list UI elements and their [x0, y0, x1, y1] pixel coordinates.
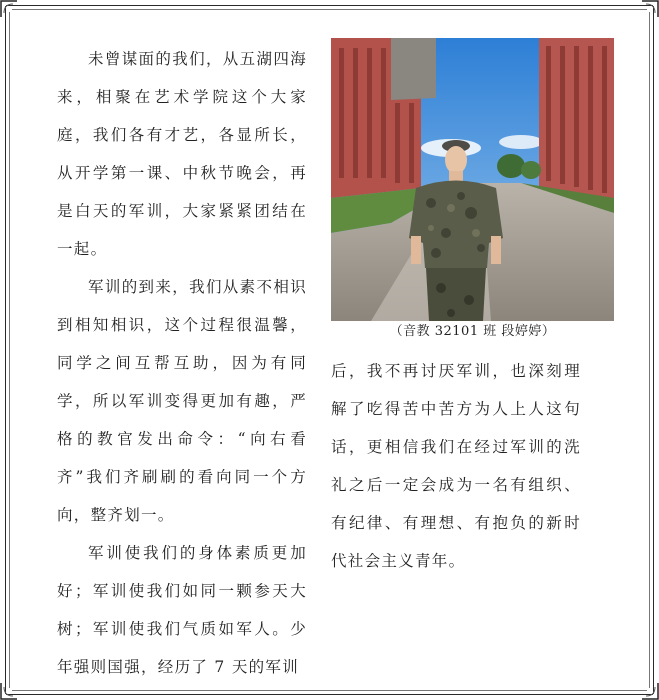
frame-border-right: [653, 6, 654, 694]
corner-ornament-bottom-left: [0, 682, 18, 700]
paragraph-physical-quality: 军训使我们的身体素质更加好；军训使我们如同一颗参天大树；军训使我们气质如军人。少年强则国强，经历了 7 天的军训: [57, 544, 307, 676]
corner-ornament-top-left: [0, 0, 18, 18]
frame-inner-bottom: [12, 690, 647, 691]
paragraph-conclusion: 后，我不再讨厌军训，也深刻理解了吃得苦中苦方为人上人这句话，更相信我们在经过军训的洗礼之后一定会成为一名有组织、有纪律、有理想、有抱负的新时代社会主义青年。: [331, 362, 581, 570]
paragraph-intro: 未曾谋面的我们，从五湖四海来，相聚在艺术学院这个大家庭，我们各有才艺，各显所长，从开学第一课、中秋节晚会，再是白天的军训，大家紧紧团结在一起。: [57, 50, 307, 258]
frame-inner-right: [649, 12, 650, 688]
corner-ornament-top-right: [641, 0, 659, 18]
frame-border-bottom: [6, 694, 653, 695]
corner-ornament-bottom-right: [641, 682, 659, 700]
frame-border-left: [5, 6, 6, 694]
frame-inner-left: [9, 12, 10, 688]
frame-border-top: [6, 5, 653, 6]
article-right-column: [331, 352, 581, 580]
student-photo: [331, 38, 614, 321]
frame-inner-top: [12, 9, 647, 10]
paragraph-military-training: 军训的到来，我们从素不相识到相知相识，这个过程很温馨，同学之间互帮互助，因为有同学，所以军训变得更加有趣，严格的教官发出命令：“向右看齐”我们齐刷刷的看向同一个方向，整齐划一。: [57, 278, 307, 524]
article-left-column: [57, 40, 307, 686]
photo-caption: （音教 32101 班 段婷婷）: [389, 324, 556, 339]
